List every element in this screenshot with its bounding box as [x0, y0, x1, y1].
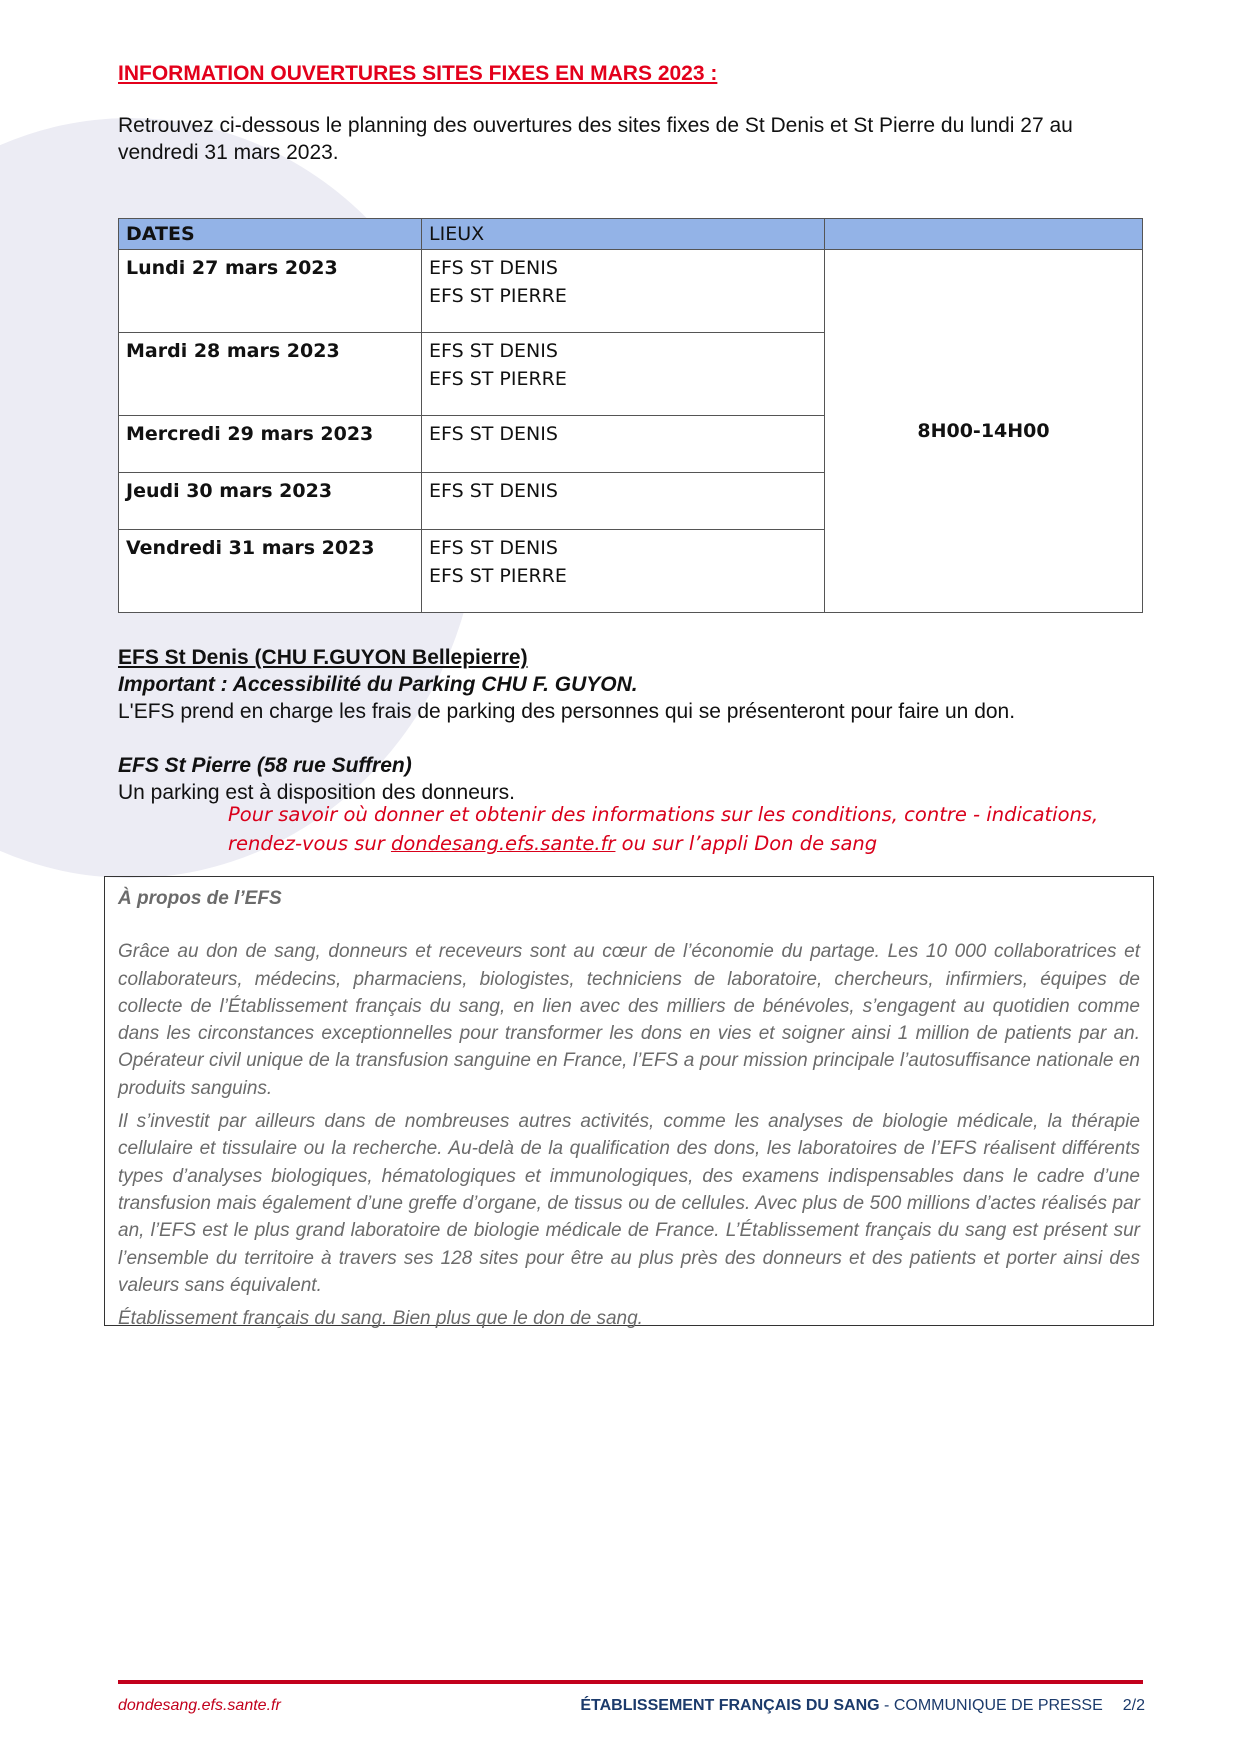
header-dates: DATES	[119, 219, 422, 250]
place-cell	[422, 416, 825, 473]
place-line: EFS ST DENIS	[429, 537, 558, 559]
st-pierre-heading: EFS St Pierre (58 rue Suffren)	[118, 754, 412, 777]
about-paragraph-2: Il s’investit par ailleurs dans de nombreuses autres activités, comme les analyses de biologie médicale, la thérapie cellulaire et tissulaire ou la recherche. Au-delà de la qualification des dons, les laboratoires de l’EFS réalisent différents types d’analyses biologiques, hématologiques et immunologiques, des examens indispensables dans le cadre d’une transfusion mais également d’une greffe d’organe, de tissus ou de cellules. Avec plus de 500 millions d’actes réalisés par an, l’EFS est le plus grand laboratoire de biologie médicale de France. L’Établissement français du sang est présent sur l’ensemble du territoire à travers ses 128 sites pour être au plus près des donneurs et des patients et porter ainsi des valeurs sans équivalent.	[118, 1111, 1140, 1296]
st-denis-heading: EFS St Denis (CHU F.GUYON Bellepierre)	[118, 646, 528, 669]
place-line: EFS ST DENIS	[429, 480, 558, 502]
page-title: INFORMATION OUVERTURES SITES FIXES EN MARS 2023 :	[118, 62, 718, 85]
st-denis-section	[118, 644, 1015, 725]
table-row	[119, 250, 1143, 333]
about-paragraph-1: Grâce au don de sang, donneurs et receveurs sont au cœur de l’économie du partage. Les 10 000 collaboratrices et collaborateurs, médecins, pharmaciens, biologistes, techniciens de laboratoire, chercheurs, infirmiers, équipes de collecte de l’Établissement français du sang, en lien avec des milliers de bénévoles, s’engagent au quotidien comme dans les circonstances exceptionnelles pour transformer les dons en vies et soigner ainsi 1 million de patients par an. Opérateur civil unique de la transfusion sanguine en France, l’EFS a pour mission principale l’autosuffisance nationale en produits sanguins.	[118, 941, 1140, 1099]
st-pierre-section	[118, 752, 515, 806]
st-pierre-text: Un parking est à disposition des donneurs.	[118, 781, 515, 804]
place-line: EFS ST PIERRE	[429, 368, 567, 390]
place-line: EFS ST PIERRE	[429, 285, 567, 307]
intro-paragraph: Retrouvez ci-dessous le planning des ouvertures des sites fixes de St Denis et St Pierre du lundi 27 au vendredi 31 mars 2023.	[118, 114, 1073, 164]
st-denis-important: Important : Accessibilité du Parking CHU F. GUYON.	[118, 673, 638, 696]
place-cell	[422, 250, 825, 333]
about-title: À propos de l’EFS	[118, 888, 282, 909]
date-cell: Mercredi 29 mars 2023	[119, 416, 422, 473]
footer-page-number: 2/2	[1122, 1697, 1145, 1714]
header-hours	[825, 219, 1143, 250]
website-link[interactable]: dondesang.efs.sante.fr	[390, 832, 616, 855]
place-cell	[422, 530, 825, 613]
footer-website[interactable]: dondesang.efs.sante.fr	[118, 1697, 281, 1714]
st-denis-text: L'EFS prend en charge les frais de parking des personnes qui se présenteront pour faire un don.	[118, 700, 1016, 723]
place-line: EFS ST PIERRE	[429, 565, 567, 587]
table-header-row	[119, 219, 1143, 250]
place-line: EFS ST DENIS	[429, 340, 558, 362]
date-cell: Vendredi 31 mars 2023	[119, 530, 422, 613]
info-note-app: ou sur l’appli Don de sang	[615, 832, 878, 855]
date-cell: Lundi 27 mars 2023	[119, 250, 422, 333]
about-efs-box	[104, 876, 1154, 1330]
info-note-text: Pour savoir où donner et obtenir des informations sur les conditions, contre - indications, rendez-vous sur	[228, 803, 1099, 855]
date-cell: Jeudi 30 mars 2023	[119, 473, 422, 530]
place-line: EFS ST DENIS	[429, 423, 558, 445]
place-cell	[422, 333, 825, 416]
info-note	[228, 800, 1128, 858]
place-line: EFS ST DENIS	[429, 257, 558, 279]
footer-divider	[118, 1680, 1143, 1684]
footer-org-name: ÉTABLISSEMENT FRANÇAIS DU SANG	[580, 1697, 880, 1714]
about-tagline: Établissement français du sang. Bien plus que le don de sang.	[118, 1308, 643, 1330]
place-cell	[422, 473, 825, 530]
header-lieux: LIEUX	[422, 219, 825, 250]
opening-hours-cell: 8H00-14H00	[825, 250, 1143, 613]
footer-org-info	[580, 1697, 1145, 1715]
footer-doc-type: - COMMUNIQUE DE PRESSE	[879, 1697, 1103, 1714]
schedule-table	[118, 218, 1143, 613]
date-cell: Mardi 28 mars 2023	[119, 333, 422, 416]
